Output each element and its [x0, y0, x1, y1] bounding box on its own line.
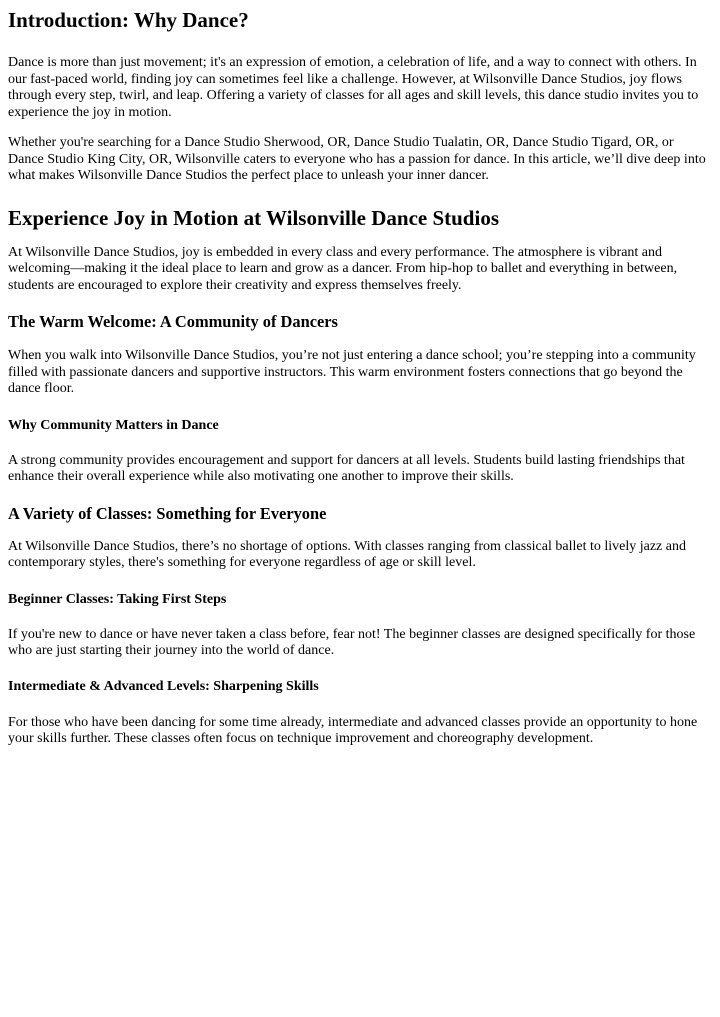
- variety-heading: A Variety of Classes: Something for Everyone: [8, 503, 327, 523]
- intro-heading: Introduction: Why Dance?: [8, 8, 249, 32]
- beginner-paragraph: If you're new to dance or have never taken a class before, fear not! The beginner classes are designed specifically for those who are just starting their journey into the world of dance.: [8, 626, 696, 658]
- welcome-paragraph: When you walk into Wilsonville Dance Studios, you’re not just entering a dance school; you’re stepping into a community filled with passionate dancers and supportive instructors. This warm environment fosters connections that go beyond the dance floor.: [8, 348, 696, 396]
- beginner-heading: Beginner Classes: Taking First Steps: [8, 591, 227, 607]
- welcome-heading: The Warm Welcome: A Community of Dancers: [8, 312, 338, 331]
- intermediate-heading: Intermediate & Advanced Levels: Sharpening Skills: [8, 678, 319, 694]
- intro-paragraph-1: Dance is more than just movement; it's an expression of emotion, a celebration of life, and a way to connect with others. In our fast-paced world, finding joy can sometimes feel like a challenge. However, at Wilsonville Dance Studios, joy flows through every step, twirl, and leap. Offering a variety of classes for all ages and skill levels, this dance studio invites you to experience the joy in motion.: [8, 55, 699, 120]
- experience-paragraph: At Wilsonville Dance Studios, joy is embedded in every class and every performance. The atmosphere is vibrant and welcoming—making it the ideal place to learn and grow as a dancer. From hip-hop to ballet and everything in between, students are encouraged to explore their creativity and express themselves freely.: [8, 244, 678, 293]
- community-paragraph: A strong community provides encouragement and support for dancers at all levels. Students build lasting friendships that enhance their overall experience while also motivating one another to improve their skills.: [8, 452, 685, 484]
- intermediate-paragraph: For those who have been dancing for some time already, intermediate and advanced classes provide an opportunity to hone your skills further. These classes often focus on technique improvement and choreography development.: [8, 714, 698, 746]
- community-heading: Why Community Matters in Dance: [8, 417, 219, 433]
- variety-paragraph: At Wilsonville Dance Studios, there’s no shortage of options. With classes ranging from classical ballet to lively jazz and contemporary styles, there's something for everyone regardless of age or skill level.: [8, 538, 686, 570]
- intro-paragraph-2: Whether you're searching for a Dance Studio Sherwood, OR, Dance Studio Tualatin, OR, Dance Studio Tigard, OR, or Dance Studio King City, OR, Wilsonville caters to everyone who has a passion for dance. In this article, we’ll dive deep into what makes Wilsonville Dance Studios the perfect place to unleash your inner dancer.: [8, 135, 706, 183]
- experience-heading: Experience Joy in Motion at Wilsonville Dance Studios: [8, 205, 499, 230]
